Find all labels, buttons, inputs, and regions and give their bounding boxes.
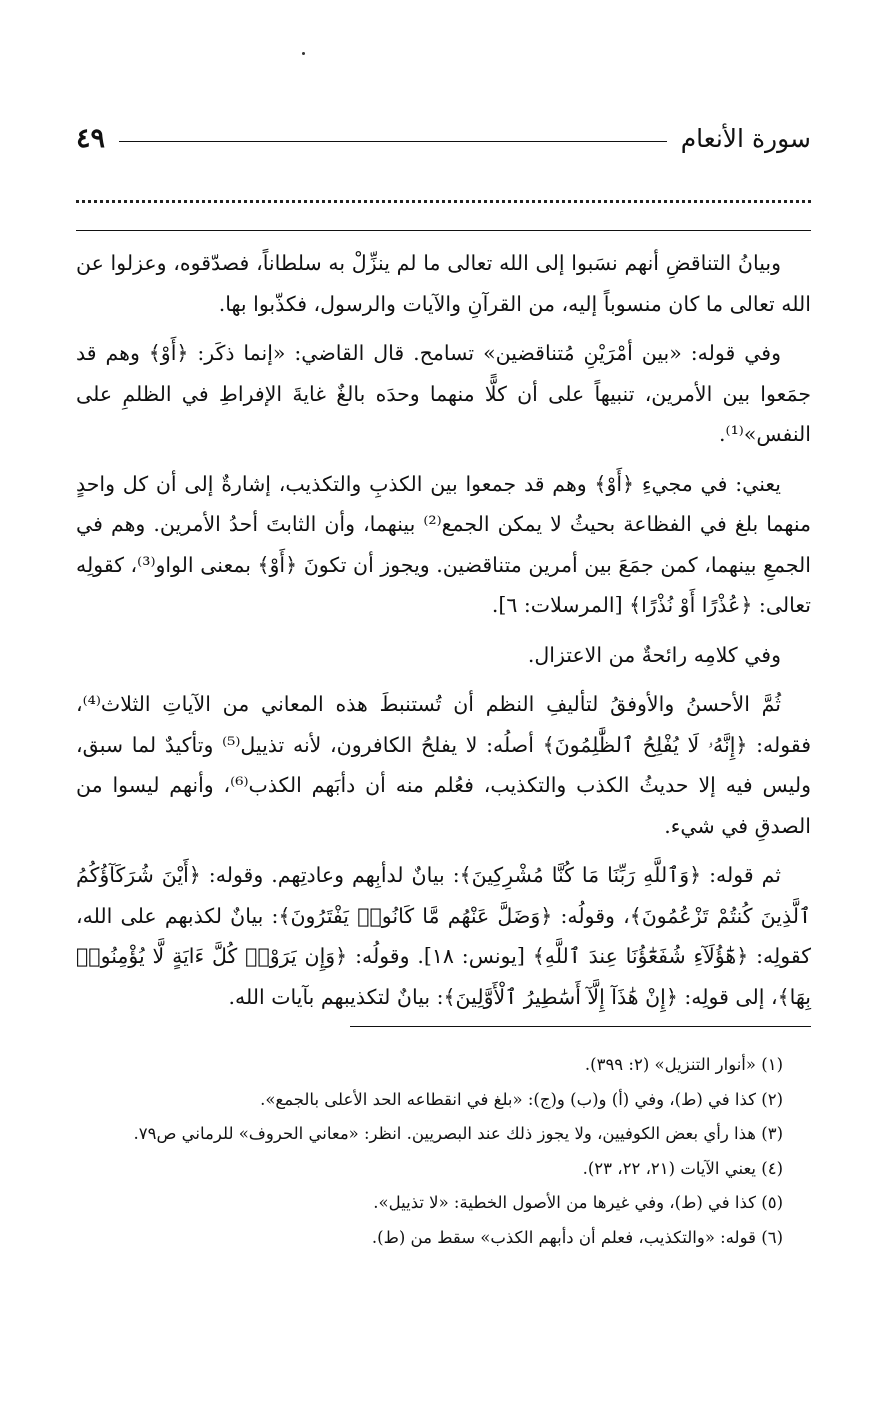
- paragraph: وبيانُ التناقضِ أنهم نسَبوا إلى الله تعالى ما لم ينزِّلْ به سلطاناً، فصدّقوه، وعزلوا عن الله تعالى ما كان منسوباً إليه، من القرآنِ والآيات والرسول، فكذّبوا بها.: [76, 251, 811, 316]
- paragraph: يعني: في مجيءِ ﴿أَوْ﴾ وهم قد جمعوا بين الكذبِ والتكذيب، إشارةٌ إلى أن كل واحدٍ منهما بلغ في الفظاعة بحيثُ لا يمكن الجمع⁽²⁾ بينهما، وأن الثابتَ أحدُ الأمرين. وهم في الجمعِ بينهما، كمن جمَعَ بين أمرين متناقضين. ويجوز أن تكونَ ﴿أَوْ﴾ بمعنى الواو⁽³⁾، كقولِه تعالى: ﴿عُذْرًا أَوْ نُذْرًا﴾ [المرسلات: ٦].: [76, 471, 812, 617]
- paragraph: وفي كلامِه رائحةٌ من الاعتزال.: [527, 642, 781, 667]
- footnote: (٦) قوله: «والتكذيب، فعلم أن دأبهم الكذب» سقط من (ط).: [371, 1227, 783, 1247]
- footnote: (١) «أنوار التنزيل» (٢: ٣٩٩).: [584, 1055, 783, 1074]
- dotted-divider: [76, 200, 811, 203]
- main-text: [76, 243, 811, 1026]
- page-speck: [302, 52, 305, 55]
- footnotes: [76, 1048, 811, 1255]
- page-number: ٤٩: [76, 122, 106, 154]
- paragraph: وفي قوله: «بين أمْرَيْنِ مُتناقضين» تسامح. قال القاضي: «إنما ذكَر: ﴿أَوْ﴾ وهم قد جمَعوا بين الأمرين، تنبيهاً على أن كلًّا منهما وحدَه بالغٌ غايةَ الإفراطِ في الظلمِ على النفس»⁽¹⁾.: [76, 341, 811, 446]
- surah-title: سورة الأنعام: [680, 123, 811, 153]
- header-rule: [119, 141, 667, 142]
- solid-divider: [76, 230, 811, 231]
- footnote: (٢) كذا في (ط)، وفي (أ) و(ب) و(ج): «بلغ في انقطاعه الحد الأعلى بالجمع».: [260, 1089, 783, 1109]
- footnote-separator: [350, 1026, 811, 1027]
- running-header: [76, 118, 811, 158]
- paragraph: ثم قوله: ﴿وَٱللَّهِ رَبِّنَا مَا كُنَّا مُشْرِكِينَ﴾: بيانٌ لدأبِهم وعادتِهم. وقوله: ﴿أَيْنَ شُرَكَآؤُكُمُ ٱلَّذِينَ كُنتُمْ تَزْعُمُونَ﴾، وقولُه: ﴿وَضَلَّ عَنْهُم مَّا كَانُوا۟ يَفْتَرُونَ﴾: بيانٌ لكذبهم على الله، كقولِه: ﴿هَٰٓؤُلَآءِ شُفَعَٰٓؤُنَا عِندَ ٱللَّهِ﴾ [يونس: ١٨]. وقولُه: ﴿وَإِن يَرَوْا۟ كُلَّ ءَايَةٍ لَّا يُؤْمِنُوا۟ بِهَا﴾، إلى قولِه: ﴿إِنْ هَٰذَآ إِلَّآ أَسَٰطِيرُ ٱلْأَوَّلِينَ﴾: بيانٌ لتكذيبهم بآيات الله.: [76, 863, 811, 1009]
- footnote: (٣) هذا رأي بعض الكوفيين، ولا يجوز ذلك عند البصريين. انظر: «معاني الحروف» للرماني ص٧٩.: [133, 1124, 783, 1143]
- footnote: (٥) كذا في (ط)، وفي غيرها من الأصول الخطية: «لا تذييل».: [373, 1193, 783, 1212]
- paragraph: ثُمَّ الأحسنُ والأوفقُ لتأليفِ النظم أن تُستنبطَ هذه المعاني من الآياتِ الثلاث⁽⁴⁾، فقوله: ﴿إِنَّهُۥ لَا يُفْلِحُ ٱلظَّٰلِمُونَ﴾ أصلُه: لا يفلحُ الكافرون، لأنه تذييل⁽⁵⁾ وتأكيدٌ لما سبق، وليس فيه إلا حديثُ الكذب والتكذيب، فعُلم منه أن دأبَهم الكذب⁽⁶⁾، وأنهم ليسوا من الصدقِ في شيء.: [76, 692, 812, 838]
- footnote: (٤) يعني الآيات (٢١، ٢٢، ٢٣).: [582, 1158, 783, 1178]
